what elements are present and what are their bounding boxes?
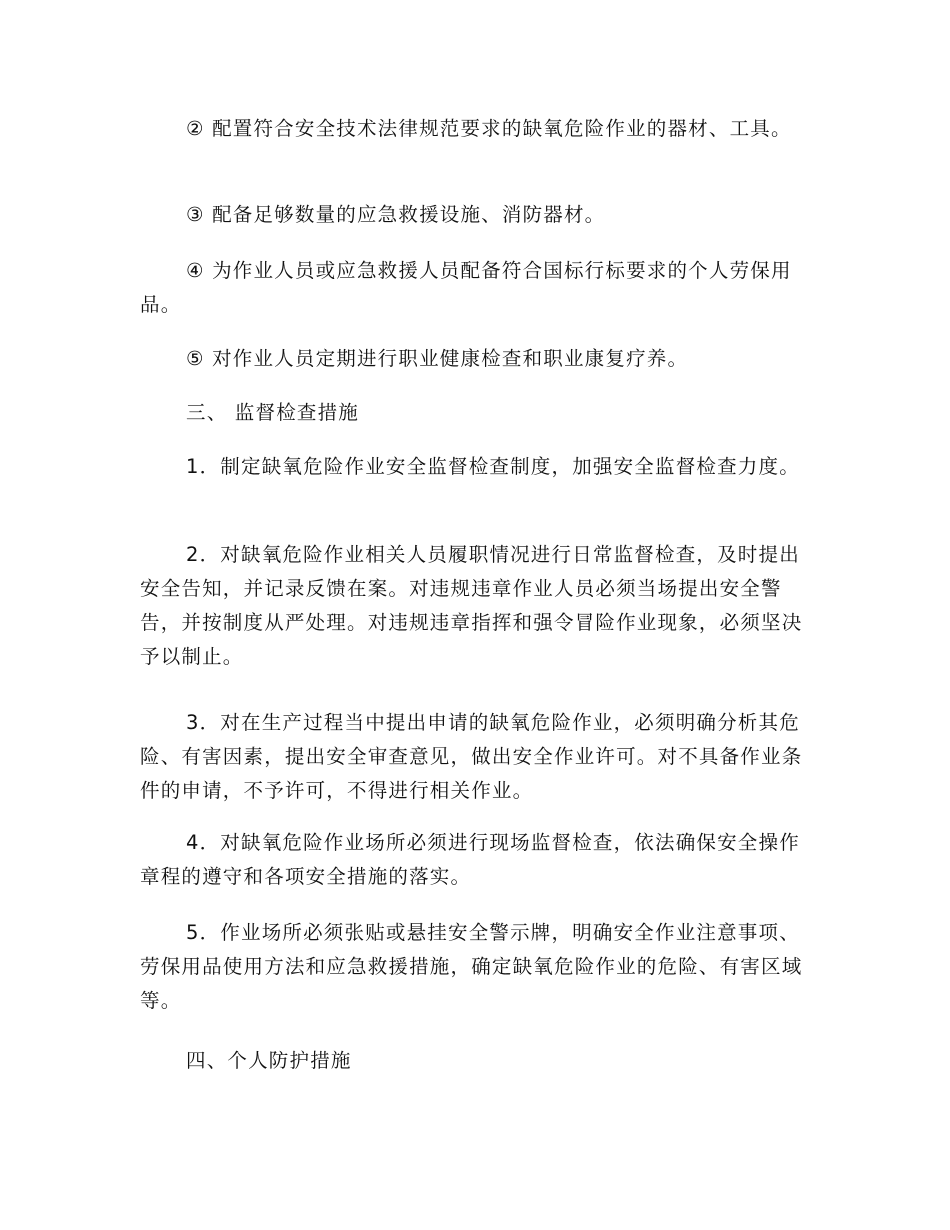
measure-1: 1．制定缺氧危险作业安全监督检查制度，加强安全监督检查力度。	[186, 455, 800, 478]
measure-5: 5．作业场所必须张贴或悬挂安全警示牌，明确安全作业注意事项、劳保用品使用方法和应急救援措施，确定缺氧危险作业的危险、有害区域等。	[140, 921, 803, 1012]
item-2: ② 配置符合安全技术法律规范要求的缺氧危险作业的器材、工具。	[186, 117, 792, 140]
measure-2: 2．对缺氧危险作业相关人员履职情况进行日常监督检查，及时提出安全告知，并记录反馈在案。对违规违章作业人员必须当场提出安全警告，并按制度从严处理。对违规违章指挥和强令冒险作业现象，必须坚决予以制止。	[140, 543, 803, 668]
measure-3: 3．对在生产过程当中提出申请的缺氧危险作业，必须明确分析其危险、有害因素，提出安全审查意见，做出安全作业许可。对不具备作业条件的申请，不予许可，不得进行相关作业。	[140, 711, 803, 802]
item-4: ④ 为作业人员或应急救援人员配备符合国标行标要求的个人劳保用品。	[140, 259, 792, 316]
measure-4: 4．对缺氧危险作业场所必须进行现场监督检查，依法确保安全操作章程的遵守和各项安全措施的落实。	[140, 831, 800, 888]
item-5: ⑤ 对作业人员定期进行职业健康检查和职业康复疗养。	[186, 347, 689, 370]
section-3-heading: 三、 监督检查措施	[186, 401, 359, 424]
item-3: ③ 配备足够数量的应急救援设施、消防器材。	[186, 203, 606, 226]
section-4-heading: 四、个人防护措施	[186, 1049, 352, 1072]
